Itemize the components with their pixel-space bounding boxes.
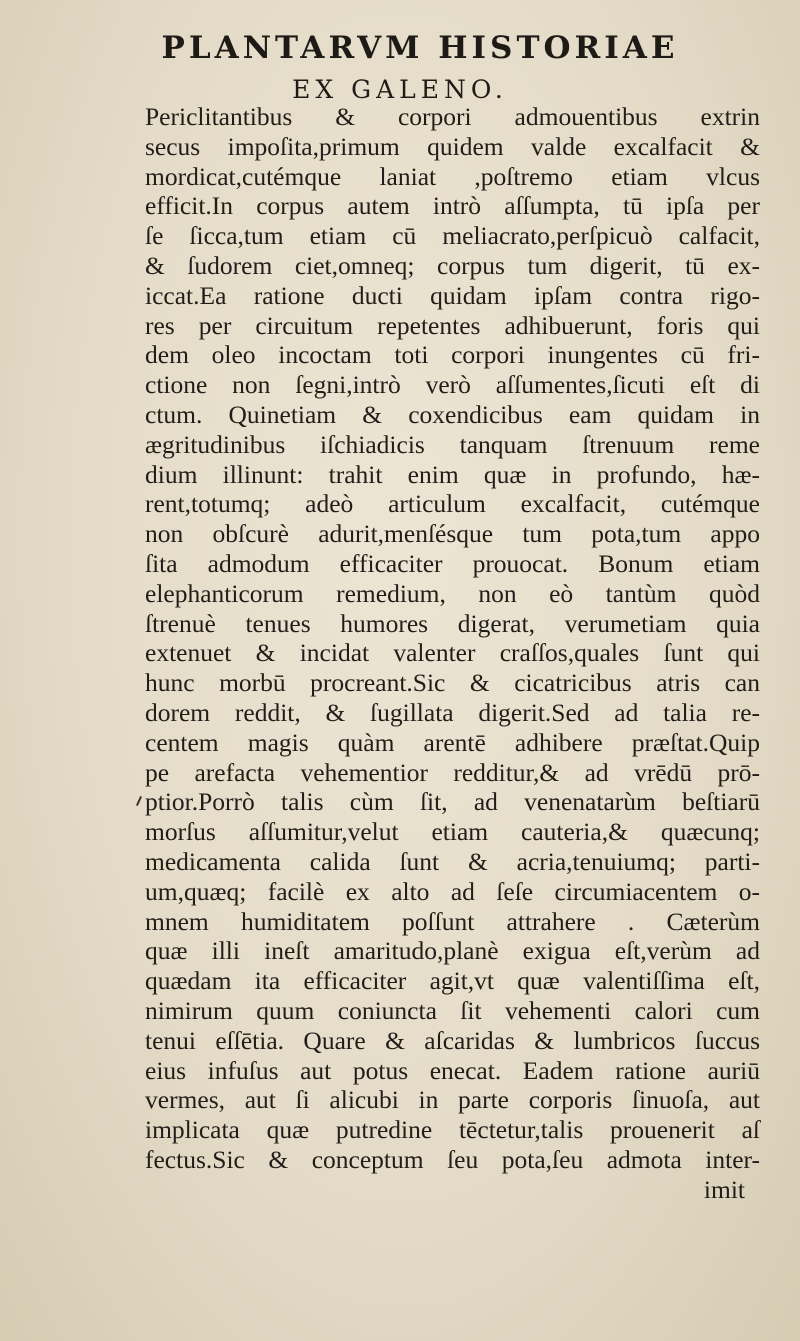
text-line: nimirum quum coniuncta ſit vehementi calori cum bbox=[145, 995, 760, 1025]
text-line: iccat.Ea ratione ducti quidam ipſam contra rigo- bbox=[145, 280, 760, 310]
text-line: mnem humiditatem poſſunt attrahere . Cæterùm bbox=[145, 906, 760, 936]
text-line: dorem reddit, & ſugillata digerit.Sed ad talia re- bbox=[145, 697, 760, 727]
text-line: ægritudinibus iſchiadicis tanquam ſtrenuum reme bbox=[145, 429, 760, 459]
text-line: elephanticorum remedium, non eò tantùm quòd bbox=[145, 578, 760, 608]
text-line: vermes, aut ſi alicubi in parte corporis ſinuoſa, aut bbox=[145, 1085, 760, 1115]
catchword: imit bbox=[703, 1174, 745, 1204]
text-line: medicamenta calida ſunt & acria,tenuiumq; parti- bbox=[145, 846, 760, 876]
margin-mark bbox=[136, 796, 142, 806]
text-line: eius infuſus aut potus enecat. Eadem ratione auriū bbox=[145, 1055, 760, 1085]
text-line: um,quæq; facilè ex alto ad ſeſe circumiacentem o- bbox=[145, 876, 760, 906]
text-line: dem oleo incoctam toti corpori inungentes cū fri- bbox=[145, 340, 760, 370]
text-line: Periclitantibus & corpori admouentibus extrin bbox=[145, 102, 760, 131]
body-text bbox=[145, 102, 760, 1204]
text-line: extenuet & incidat valenter craſſos,quales ſunt qui bbox=[145, 638, 760, 668]
text-line: mordicat,cutémque laniat ,poſtremo etiam vlcus bbox=[145, 161, 760, 191]
text-line: tenui eſſētia. Quare & aſcaridas & lumbricos ſuccus bbox=[145, 1025, 760, 1055]
text-line: efficit.In corpus autem intrò aſſumpta, tū ipſa per bbox=[145, 191, 760, 221]
text-line: implicata quæ putredine tēctetur,talis prouenerit aſ bbox=[145, 1115, 760, 1145]
text-line: quæ illi ineſt amaritudo,planè exigua eſt,verùm ad bbox=[145, 936, 760, 966]
text-line: dium illinunt: trahit enim quæ in profundo, hæ- bbox=[145, 459, 760, 489]
text-line: ctione non ſegni,intrò verò aſſumentes,ſicuti eſt di bbox=[145, 370, 760, 400]
text-line: ſita admodum efficaciter prouocat. Bonum etiam bbox=[145, 548, 760, 578]
text-line: ptior.Porrò talis cùm ſit, ad venenatarùm beſtiarū bbox=[145, 787, 760, 817]
running-title: PLANTARVM HISTORIAE bbox=[161, 30, 679, 66]
text-line: centem magis quàm arentē adhibere præſtat.Quip bbox=[145, 727, 760, 757]
text-line: morſus aſſumitur,velut etiam cauteria,& quæcunq; bbox=[145, 817, 760, 847]
text-line: ſtrenuè tenues humores digerat, verumetiam quia bbox=[145, 608, 760, 638]
text-line: hunc morbū procreant.Sic & cicatricibus atris can bbox=[145, 668, 760, 698]
text-line: secus impoſita,primum quidem valde excalfacit & bbox=[145, 131, 760, 161]
text-line: rent,totumq; adeò articulum excalfacit, cutémque bbox=[145, 489, 760, 519]
running-subtitle: EX GALENO. bbox=[292, 75, 508, 104]
text-line: res per circuitum repetentes adhibuerunt, foris qui bbox=[145, 310, 760, 340]
text-line: ſe ſicca,tum etiam cū meliacrato,perſpicuò calfacit, bbox=[145, 221, 760, 251]
text-line: & ſudorem ciet,omneq; corpus tum digerit, tū ex- bbox=[145, 250, 760, 280]
text-line: fectus.Sic & conceptum ſeu pota,ſeu admota inter- bbox=[145, 1144, 760, 1174]
text-line: pe arefacta vehementior redditur,& ad vrēdū prō- bbox=[145, 757, 760, 787]
text-line: non obſcurè adurit,menſésque tum pota,tum appo bbox=[145, 519, 760, 549]
text-line: ctum. Quinetiam & coxendicibus eam quidam in bbox=[145, 399, 760, 429]
text-line: quædam ita efficaciter agit,vt quæ valentiſſima eſt, bbox=[145, 966, 760, 996]
